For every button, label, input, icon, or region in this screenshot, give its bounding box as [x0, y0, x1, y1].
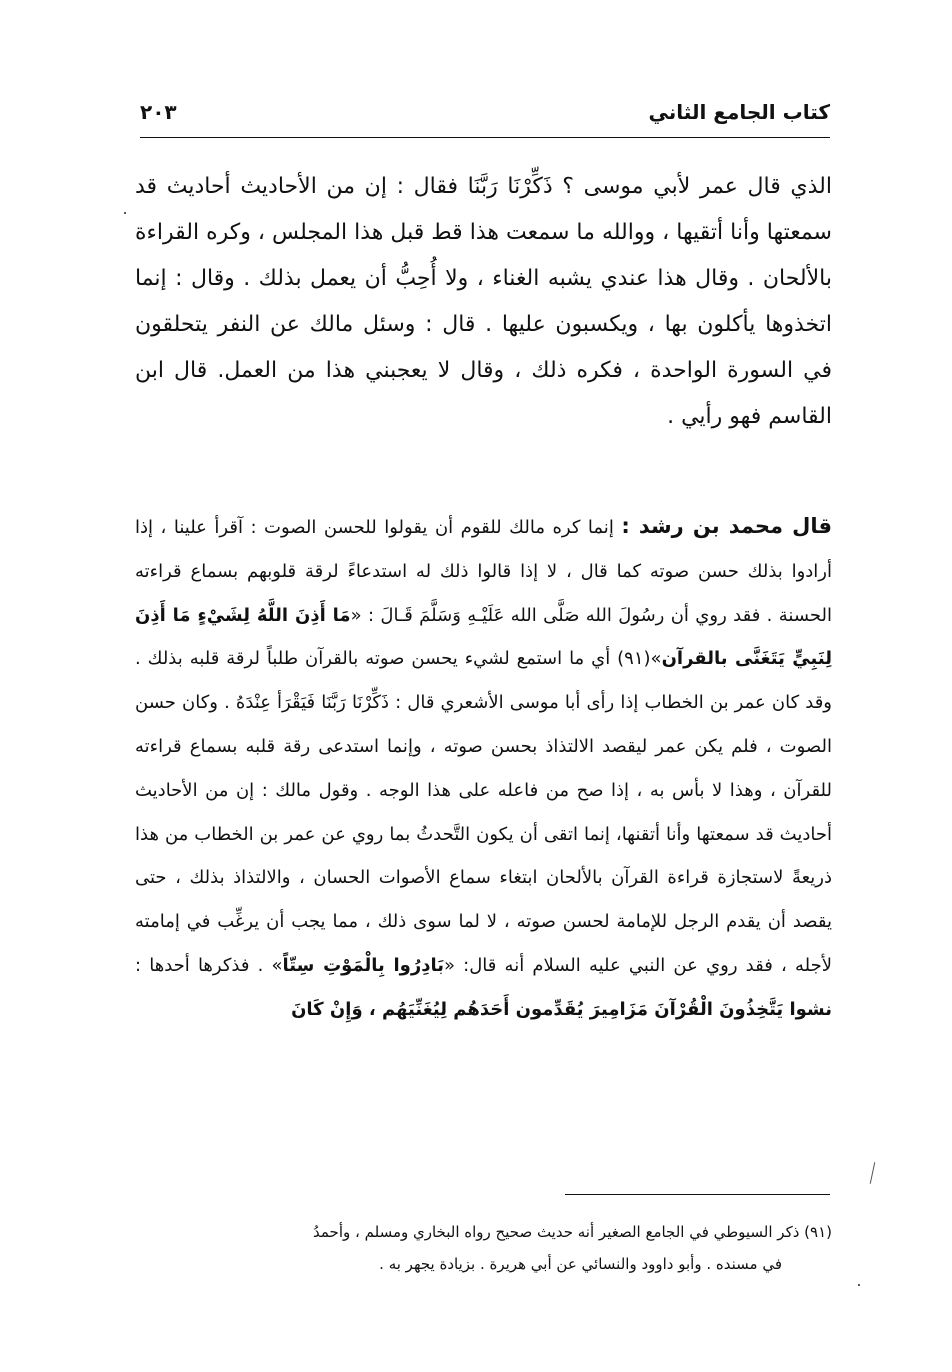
scan-stroke: [870, 1162, 876, 1184]
author-lead: قال محمد بن رشد :: [621, 514, 833, 538]
footnote-line-1: (٩١) ذكر السيوطي في الجامع الصغير أنه حديث صحيح رواه البخاري ومسلم ، وأحمدُ: [313, 1223, 832, 1241]
page-number: ٢٠٣: [140, 100, 177, 124]
running-header: [140, 100, 830, 140]
scan-speck: [124, 212, 126, 214]
book-title: كتاب الجامع الثاني: [648, 100, 830, 124]
hadith-quote-1: مَا أَذِنَ اللَّهُ لِشَيْءٍ مَا أَذِنَ لِنَبِيٍّ يَتَغَنَّى بالقرآن: [135, 604, 832, 670]
footnote-line-2: في مسنده . وأبو داوود والنسائي عن أبي هريرة . بزيادة يجهر به .: [379, 1255, 782, 1273]
hadith-quote-2: بَادِرُوا بِالْمَوْتِ سِتّاً: [282, 954, 444, 976]
paragraph-2-part-2: »(٩١) أي ما استمع لشيء يحسن صوته بالقرآن طلباً لرقة قلبه بذلك . وقد كان عمر بن الخطاب إذا رأى أبا موسى الأشعري قال : ذَكِّرْنَا رَبَّنَا فَيَقْرَأ عِنْدَهُ . وكان حسن الصوت ، فلم يكن عمر ليقصد الالتذاذ بحسن صوته ، وإنما استدعى رقة قلبه بسماع قراءته للقرآن ، وهذا لا بأس به ، إذا صح من فاعله على هذا الوجه . وقول مالك : إن من الأحاديث أحاديث قد سمعتها وأنا أتقنها، إنما اتقى أن يكون التَّحدثُ بما روي عن عمر بن الخطاب من هذا ذريعةً لاستجازة قراءة القرآن بالألحان ابتغاء سماع الأصوات الحسان ، والالتذاذ بذلك ، حتى يقصد أن يقدم الرجل للإمامة لحسن صوته ، لا لما سوى ذلك ، مما يجب أن يرغِّب في إمامته لأجله ، فقد روي عن النبي عليه السلام أنه قال: «: [135, 648, 832, 976]
paragraph-1: الذي قال عمر لأبي موسى ؟ ذَكِّرْنَا رَبَّنَا فقال : إن من الأحاديث أحاديث قد سمعتها وأنا أتقيها ، ووالله ما سمعت هذا قط قبل هذا المجلس ، وكره القراءة بالألحان . وقال هذا عندي يشبه الغناء ، ولا أُحِبُّ أن يعمل بذلك . وقال : إنما اتخذوها يأكلون بها ، ويكسبون عليها . قال : وسئل مالك عن النفر يتحلقون في السورة الواحدة ، فكره ذلك ، وقال لا يعجبني هذا من العمل. قال ابن القاسم فهو رأيي .: [135, 174, 832, 429]
footnote-rule: [565, 1194, 830, 1195]
footnote: [135, 1216, 832, 1280]
hadith-quote-3: نشوا يَتَّخِذُونَ الْقُرْآنَ مَزَامِيرَ يُقَدِّمون أَحَدَهُم لِيُغَنِّيَهُم ، وَإِنْ كَانَ: [291, 998, 832, 1020]
paragraph-2-part-3: » . فذكرها أحدها :: [135, 954, 283, 976]
header-rule: [140, 137, 830, 138]
paragraph-2: [135, 505, 832, 1032]
scan-speck: [858, 1284, 860, 1286]
paragraph-2-part-1: إنما كره مالك للقوم أن يقولوا للحسن الصوت : آقرأ علينا ، إذا أرادوا بذلك حسن صوته كما قال ، لا إذا قالوا ذلك له استدعاءً لرقة قلوبهم بسماع قراءته الحسنة . فقد روي أن رسُولَ الله صَلَّى الله عَلَيْـهِ وَسَلَّمَ قَـالَ : «: [135, 517, 832, 626]
